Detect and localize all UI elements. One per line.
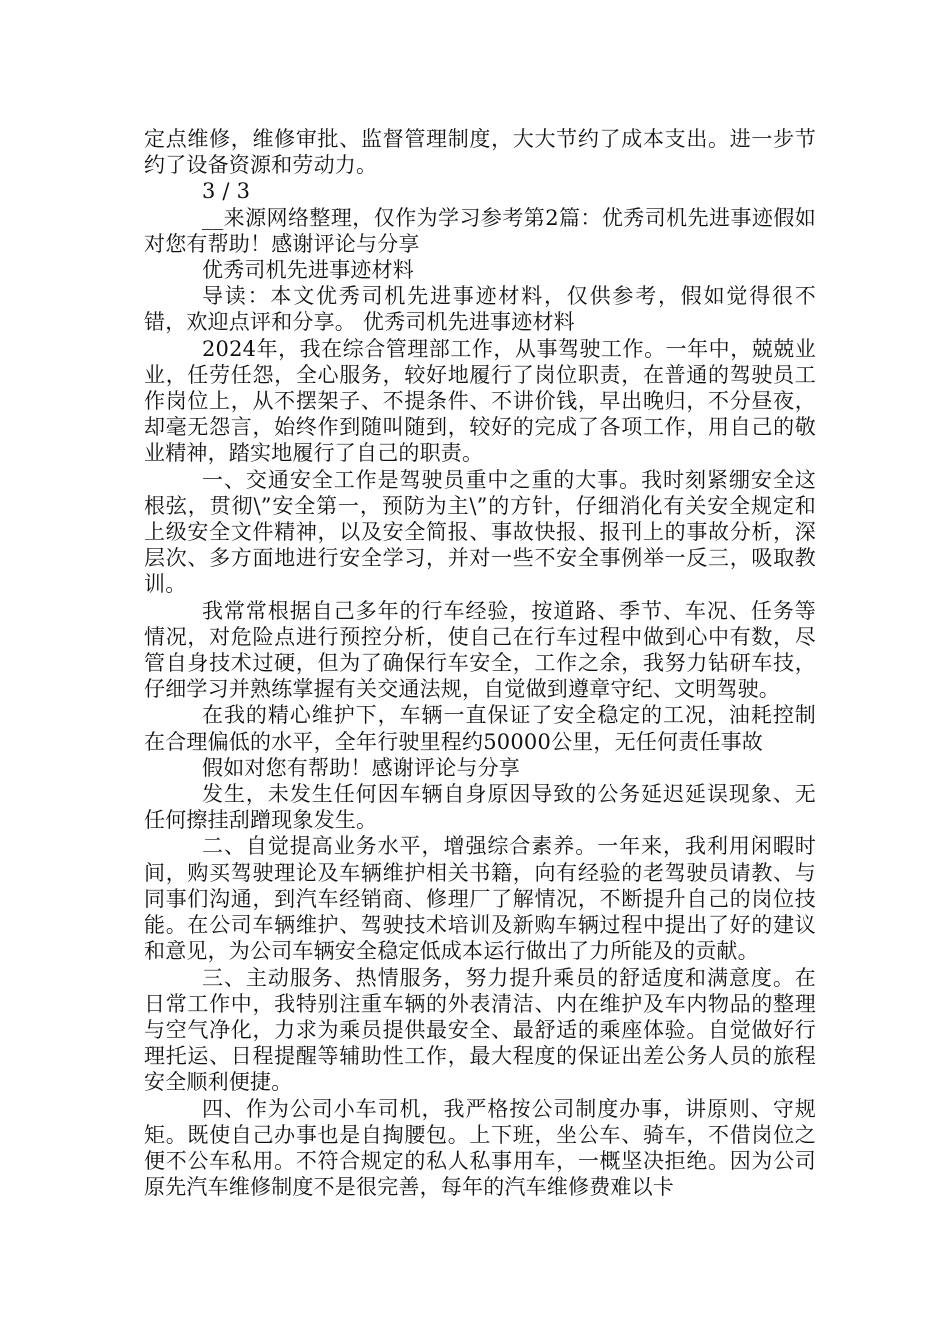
source-note: __来源网络整理，仅作为学习参考第2篇：优秀司机先进事迹假如对您有帮助！感谢评论与分享 bbox=[144, 205, 816, 256]
intro-paragraph: 导读：本文优秀司机先进事迹材料，仅供参考，假如觉得很不错，欢迎点评和分享。 优秀司机先进事迹材料 bbox=[144, 284, 816, 335]
paragraph-2024: 2024年，我在综合管理部工作，从事驾驶工作。一年中，兢兢业业，任劳任怨，全心服务，较好地履行了岗位职责，在普通的驾驶员工作岗位上，从不摆架子、不提条件、不讲价钱，早出晚归，不分昼夜，却毫无怨言，始终作到随叫随到，较好的完成了各项工作，用自己的敬业精神，踏实地履行了自己的职责。 bbox=[144, 336, 816, 466]
watermark-line: 假如对您有帮助！感谢评论与分享 bbox=[202, 755, 520, 780]
paragraph-service: 三、主动服务、热情服务，努力提升乘员的舒适度和满意度。在日常工作中，我特别注重车辆的外表清洁、内在维护及车内物品的整理与空气净化，力求为乘员提供最安全、最舒适的乘座体验。自觉做好行理托运、日程提醒等辅助性工作，最大程度的保证出差公务人员的旅程安全顺利便捷。 bbox=[144, 965, 816, 1095]
article-title: 优秀司机先进事迹材料 bbox=[202, 258, 414, 283]
paragraph-discipline: 四、作为公司小车司机，我严格按公司制度办事，讲原则、守规矩。既使自己办事也是自掏腰包。上下班，坐公车、骑车，不借岗位之便不公车私用。不符合规定的私人私事用车，一概坚决拒绝。因为公司原先汽车维修制度不是很完善，每年的汽车维修费难以卡 bbox=[144, 1096, 816, 1200]
paragraph-experience: 我常常根据自己多年的行车经验，按道路、季节、车况、任务等情况，对危险点进行预控分析，使自己在行车过程中做到心中有数，尽管自身技术过硬，但为了确保行车安全，工作之余，我努力钻研车技，仔细学习并熟练掌握有关交通法规，自觉做到遵章守纪、文明驾驶。 bbox=[144, 598, 816, 702]
paragraph-occurred: 发生，未发生任何因车辆自身原因导致的公务延迟延误现象、无任何擦挂刮蹭现象发生。 bbox=[144, 782, 816, 833]
paragraph-continued: 定点维修，维修审批、监督管理制度，大大节约了成本支出。进一步节约了设备资源和劳动力。 bbox=[144, 127, 816, 178]
paragraph-skills: 二、自觉提高业务水平，增强综合素养。一年来，我利用闲暇时间，购买驾驶理论及车辆维护相关书籍，向有经验的老驾驶员请教、与同事们沟通，到汽车经销商、修理厂了解情况，不断提升自己的岗位技能。在公司车辆维护、驾驶技术培训及新购车辆过程中提出了好的建议和意见，为公司车辆安全稳定低成本运行做出了力所能及的贡献。 bbox=[144, 834, 816, 964]
page-number: 3 / 3 bbox=[202, 179, 251, 204]
paragraph-maintenance: 在我的精心维护下，车辆一直保证了安全稳定的工况，油耗控制在合理偏低的水平，全年行驶里程约50000公里，无任何责任事故 bbox=[144, 703, 816, 754]
document-body bbox=[144, 126, 816, 1200]
paragraph-safety: 一、交通安全工作是驾驶员重中之重的大事。我时刻紧绷安全这根弦，贯彻\”安全第一，预防为主\”的方针，仔细消化有关安全规定和上级安全文件精神，以及安全简报、事故快报、报刊上的事故分析，深层次、多方面地进行安全学习，并对一些不安全事例举一反三，吸取教训。 bbox=[144, 467, 816, 597]
